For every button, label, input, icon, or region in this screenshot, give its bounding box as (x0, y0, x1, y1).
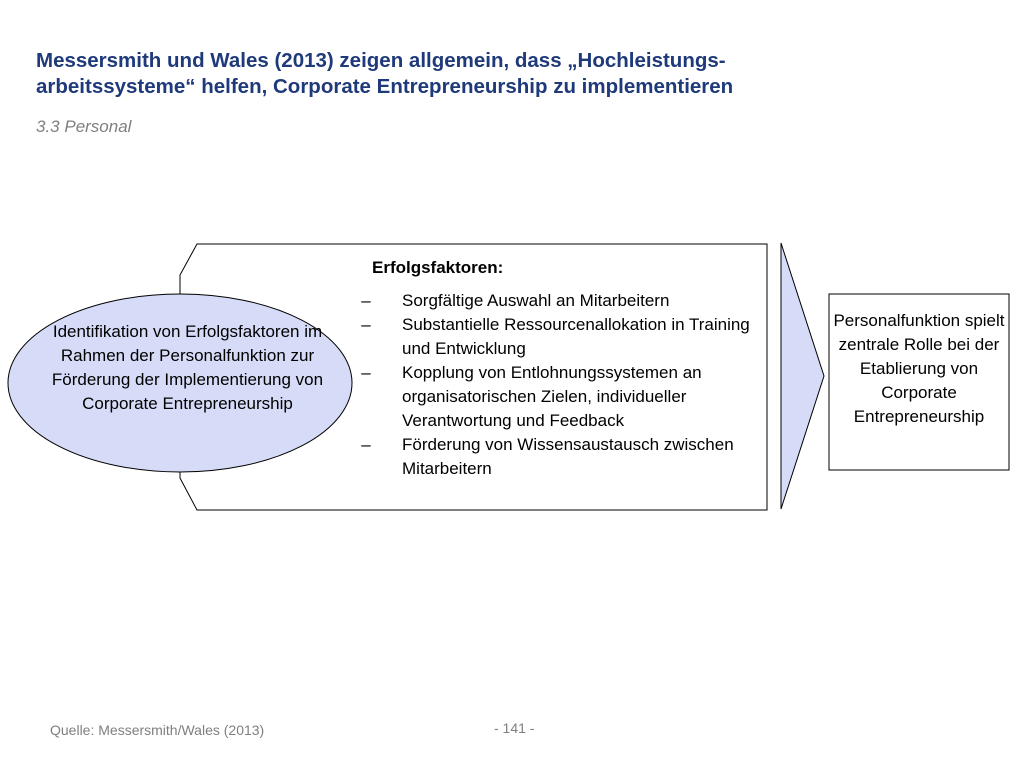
source-citation: Quelle: Messersmith/Wales (2013) (50, 722, 265, 738)
list-item (356, 433, 756, 481)
factor-text: Kopplung von Entlohnungssystemen an organisatorischen Zielen, individueller Verantwortung und Feedback (402, 363, 702, 430)
arrow-shape (781, 243, 824, 509)
dash-bullet: – (361, 435, 371, 454)
result-label: Personalfunktion spielt zentrale Rolle bei der Etablierung von Corporate Entrepreneurship (833, 311, 1005, 426)
page-number: - 141 - (494, 720, 535, 736)
factor-text: Förderung von Wissensaustausch zwischen Mitarbeitern (402, 435, 734, 478)
dash-bullet: – (361, 363, 371, 382)
ellipse-label: Identifikation von Erfolgsfaktoren im Rahmen der Personalfunktion zur Förderung der Implementierung von Corporate Entrepreneurship (51, 322, 324, 413)
factor-text: Substantielle Ressourcenallokation in Training und Entwicklung (402, 315, 750, 358)
dash-bullet: – (361, 291, 371, 310)
factor-list (356, 289, 756, 481)
factor-text: Sorgfältige Auswahl an Mitarbeitern (402, 291, 670, 310)
page-title: Messersmith und Wales (2013) zeigen allgemein, dass „Hochleistungs-arbeitssysteme“ helfen, Corporate Entrepreneurship zu implementieren (36, 49, 734, 98)
list-item (356, 313, 756, 361)
list-item (356, 289, 756, 313)
dash-bullet: – (361, 315, 371, 334)
list-item (356, 361, 756, 433)
factors-heading: Erfolgsfaktoren: (372, 258, 504, 277)
section-subtitle: 3.3 Personal (36, 117, 132, 136)
